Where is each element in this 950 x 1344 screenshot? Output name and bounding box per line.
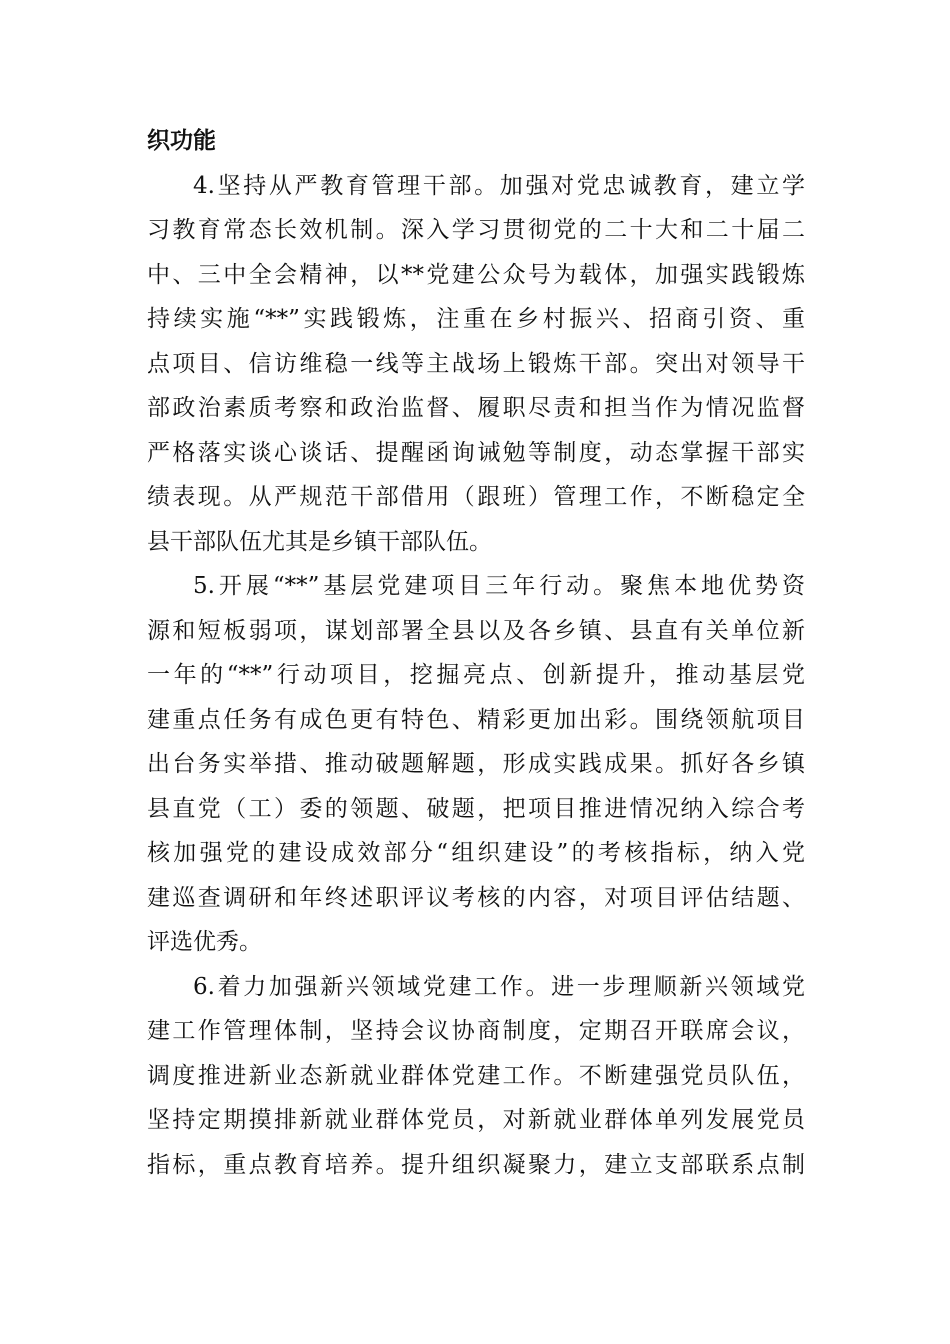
paragraph-4-line-5: 点项目、信访维稳一线等主战场上锻炼干部。突出对领导干 [147, 351, 805, 377]
paragraph-4-line-2: 习教育常态长效机制。深入学习贯彻党的二十大和二十届二 [147, 217, 805, 243]
paragraph-4-line-7: 严格落实谈心谈话、提醒函询诫勉等制度，动态掌握干部实 [147, 440, 805, 466]
paragraph-6-line-1: 6.着力加强新兴领域党建工作。进一步理顺新兴领域党 [193, 974, 805, 1000]
paragraph-4-line-9: 县干部队伍尤其是乡镇干部队伍。 [147, 529, 492, 555]
paragraph-4-line-3: 中、三中全会精神，以**党建公众号为载体，加强实践锻炼 [147, 262, 805, 288]
paragraph-6-line-4: 坚持定期摸排新就业群体党员，对新就业群体单列发展党员 [147, 1107, 805, 1133]
paragraph-5-line-4: 建重点任务有成色更有特色、精彩更加出彩。围绕领航项目 [147, 707, 805, 733]
paragraph-6-line-5: 指标，重点教育培养。提升组织凝聚力，建立支部联系点制 [147, 1152, 805, 1178]
paragraph-4-line-1: 4.坚持从严教育管理干部。加强对党忠诚教育，建立学 [193, 173, 805, 199]
paragraph-5-line-8: 建巡查调研和年终述职评议考核的内容，对项目评估结题、 [147, 885, 805, 911]
paragraph-4-line-6: 部政治素质考察和政治监督、履职尽责和担当作为情况监督 [147, 395, 805, 421]
paragraph-5-line-5: 出台务实举措、推动破题解题，形成实践成果。抓好各乡镇 [147, 751, 805, 777]
paragraph-4-line-8: 绩表现。从严规范干部借用（跟班）管理工作，不断稳定全 [147, 484, 805, 510]
paragraph-5-line-7: 核加强党的建设成效部分“组织建设”的考核指标，纳入党 [147, 840, 805, 866]
section-heading-tail: 织功能 [147, 128, 216, 154]
paragraph-5-line-3: 一年的“**”行动项目，挖掘亮点、创新提升，推动基层党 [147, 662, 805, 688]
paragraph-5-line-6: 县直党（工）委的领题、破题，把项目推进情况纳入综合考 [147, 796, 805, 822]
paragraph-5-line-9: 评选优秀。 [147, 929, 262, 955]
paragraph-5-line-2: 源和短板弱项，谋划部署全县以及各乡镇、县直有关单位新 [147, 618, 805, 644]
paragraph-6-line-2: 建工作管理体制，坚持会议协商制度，定期召开联席会议， [147, 1018, 805, 1044]
paragraph-4-line-4: 持续实施“**”实践锻炼，注重在乡村振兴、招商引资、重 [147, 306, 805, 332]
paragraph-6-line-3: 调度推进新业态新就业群体党建工作。不断建强党员队伍， [147, 1063, 805, 1089]
paragraph-5-line-1: 5.开展“**”基层党建项目三年行动。聚焦本地优势资 [193, 573, 805, 599]
